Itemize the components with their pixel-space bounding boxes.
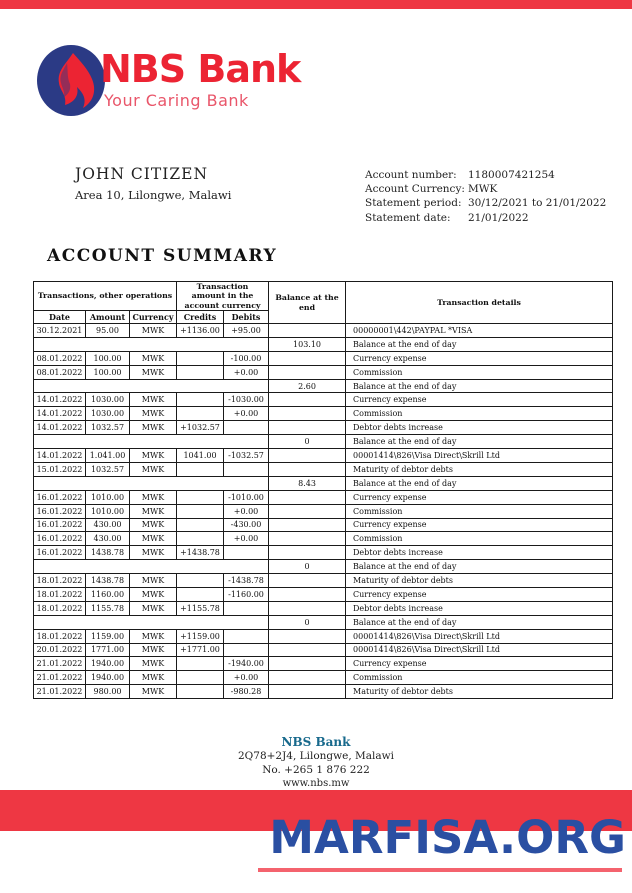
- transaction-debits: [224, 462, 269, 476]
- transaction-row: [34, 365, 613, 379]
- customer-address: Area 10, Lilongwe, Malawi: [75, 188, 232, 202]
- transaction-currency: MWK: [130, 490, 177, 504]
- balance-cell: [269, 685, 346, 699]
- transaction-currency: MWK: [130, 504, 177, 518]
- transaction-credits: [177, 657, 224, 671]
- transaction-debits: -1010.00: [224, 490, 269, 504]
- transaction-amount: 95.00: [86, 324, 130, 338]
- transaction-date: 18.01.2022: [34, 629, 86, 643]
- transactions-table: [33, 281, 613, 699]
- transaction-credits: 1041.00: [177, 449, 224, 463]
- transaction-details: Balance at the end of day: [346, 435, 613, 449]
- transaction-debits: +0.00: [224, 407, 269, 421]
- transaction-row: [34, 407, 613, 421]
- transaction-details: Currency expense: [346, 393, 613, 407]
- header-amount-in-currency: Transaction amount in the account currency: [177, 282, 269, 311]
- transaction-row: [34, 421, 613, 435]
- transaction-date: 18.01.2022: [34, 601, 86, 615]
- balance-row: [34, 615, 613, 629]
- logo-ellipse: [37, 45, 105, 116]
- transaction-amount: 100.00: [86, 365, 130, 379]
- transaction-debits: -1160.00: [224, 587, 269, 601]
- transaction-row: [34, 462, 613, 476]
- balance-cell: [269, 462, 346, 476]
- transaction-row: [34, 587, 613, 601]
- transaction-debits: -1940.00: [224, 657, 269, 671]
- statement-period-label: Statement period:: [365, 197, 462, 210]
- balance-cell: [269, 587, 346, 601]
- transaction-currency: MWK: [130, 407, 177, 421]
- transaction-credits: [177, 532, 224, 546]
- transaction-credits: [177, 671, 224, 685]
- transaction-currency: MWK: [130, 671, 177, 685]
- header-operations: Transactions, other operations: [34, 282, 177, 311]
- balance-cell: [269, 393, 346, 407]
- transaction-row: [34, 601, 613, 615]
- transaction-details: Commission: [346, 365, 613, 379]
- transaction-details: Balance at the end of day: [346, 476, 613, 490]
- transaction-currency: MWK: [130, 351, 177, 365]
- transaction-debits: -430.00: [224, 518, 269, 532]
- balance-row: [34, 337, 613, 351]
- transaction-currency: MWK: [130, 629, 177, 643]
- transaction-amount: 1438.78: [86, 546, 130, 560]
- balance-cell: [269, 407, 346, 421]
- transaction-currency: MWK: [130, 657, 177, 671]
- transaction-debits: [224, 643, 269, 657]
- transaction-row: [34, 324, 613, 338]
- transaction-amount: 1010.00: [86, 490, 130, 504]
- transaction-amount: 1940.00: [86, 657, 130, 671]
- transaction-credits: +1438.78: [177, 546, 224, 560]
- nbs-bank-logo: [37, 45, 337, 117]
- transaction-currency: MWK: [130, 518, 177, 532]
- logo-text: NBS Bank: [100, 47, 301, 91]
- transaction-details: 00001414\826\Visa Direct\Skrill Ltd: [346, 629, 613, 643]
- statement-period-value: 30/12/2021 to 21/01/2022: [468, 197, 607, 210]
- transaction-row: [34, 504, 613, 518]
- transaction-date: 08.01.2022: [34, 365, 86, 379]
- empty-span-cell: [34, 615, 269, 629]
- transaction-debits: [224, 421, 269, 435]
- transaction-amount: 1159.00: [86, 629, 130, 643]
- transaction-amount: 1032.57: [86, 421, 130, 435]
- account-number-label: Account number:: [365, 169, 457, 181]
- transaction-amount: 430.00: [86, 518, 130, 532]
- transaction-amount: 100.00: [86, 351, 130, 365]
- balance-cell: [269, 546, 346, 560]
- transaction-currency: MWK: [130, 393, 177, 407]
- transaction-currency: MWK: [130, 462, 177, 476]
- watermark-underline: [258, 868, 622, 872]
- transaction-amount: 1032.57: [86, 462, 130, 476]
- transaction-credits: +1159.00: [177, 629, 224, 643]
- transaction-currency: MWK: [130, 449, 177, 463]
- footer-website: www.nbs.mw: [282, 778, 350, 789]
- transaction-date: 16.01.2022: [34, 504, 86, 518]
- balance-cell: [269, 643, 346, 657]
- transaction-details: Currency expense: [346, 657, 613, 671]
- transaction-amount: 430.00: [86, 532, 130, 546]
- transaction-date: 21.01.2022: [34, 671, 86, 685]
- transaction-credits: [177, 393, 224, 407]
- watermark-text: MARFISA.ORG: [269, 811, 626, 864]
- transaction-row: [34, 351, 613, 365]
- transaction-details: Balance at the end of day: [346, 560, 613, 574]
- transaction-details: Debtor debts increase: [346, 546, 613, 560]
- transaction-debits: -1030.00: [224, 393, 269, 407]
- transaction-date: 14.01.2022: [34, 421, 86, 435]
- transaction-row: [34, 490, 613, 504]
- transaction-date: 21.01.2022: [34, 685, 86, 699]
- account-currency-label: Account Currency:: [365, 183, 465, 196]
- transaction-credits: +1155.78: [177, 601, 224, 615]
- transaction-date: 14.01.2022: [34, 393, 86, 407]
- balance-row: [34, 435, 613, 449]
- statement-date-label: Statement date:: [365, 211, 451, 224]
- balance-cell: [269, 657, 346, 671]
- transaction-amount: 1030.00: [86, 407, 130, 421]
- transaction-amount: 1940.00: [86, 671, 130, 685]
- transaction-details: Commission: [346, 504, 613, 518]
- transaction-details: 00000001\442\PAYPAL *VISA: [346, 324, 613, 338]
- transaction-credits: [177, 574, 224, 588]
- transaction-credits: [177, 462, 224, 476]
- balance-cell: [269, 490, 346, 504]
- balance-cell: [269, 365, 346, 379]
- balance-value: 2.60: [269, 379, 346, 393]
- balance-cell: [269, 504, 346, 518]
- transaction-details: Balance at the end of day: [346, 337, 613, 351]
- transaction-currency: MWK: [130, 643, 177, 657]
- transaction-credits: [177, 587, 224, 601]
- transaction-debits: -1032.57: [224, 449, 269, 463]
- balance-cell: [269, 518, 346, 532]
- balance-cell: [269, 324, 346, 338]
- header-date: Date: [34, 311, 86, 324]
- header-debits: Debits: [224, 311, 269, 324]
- transaction-debits: -100.00: [224, 351, 269, 365]
- footer-bank-name: NBS Bank: [281, 735, 351, 749]
- balance-value: 0: [269, 435, 346, 449]
- balance-cell: [269, 449, 346, 463]
- transaction-credits: [177, 518, 224, 532]
- top-red-bar: [0, 0, 632, 9]
- footer-block: [0, 735, 632, 790]
- transaction-amount: 1.041.00: [86, 449, 130, 463]
- transaction-row: [34, 671, 613, 685]
- transaction-amount: 1030.00: [86, 393, 130, 407]
- transaction-date: 18.01.2022: [34, 587, 86, 601]
- transaction-debits: [224, 546, 269, 560]
- account-info-row: [365, 168, 606, 182]
- transaction-details: Debtor debts increase: [346, 421, 613, 435]
- transaction-amount: 1438.78: [86, 574, 130, 588]
- transaction-row: [34, 643, 613, 657]
- balance-row: [34, 379, 613, 393]
- balance-value: 0: [269, 560, 346, 574]
- transaction-debits: +0.00: [224, 532, 269, 546]
- transaction-details: Commission: [346, 532, 613, 546]
- transaction-details: Currency expense: [346, 518, 613, 532]
- transaction-debits: +95.00: [224, 324, 269, 338]
- page-title: ACCOUNT SUMMARY: [47, 246, 278, 266]
- transaction-debits: [224, 629, 269, 643]
- transaction-credits: [177, 490, 224, 504]
- customer-block: [75, 165, 231, 202]
- transaction-debits: +0.00: [224, 365, 269, 379]
- balance-cell: [269, 351, 346, 365]
- transaction-date: 20.01.2022: [34, 643, 86, 657]
- transaction-row: [34, 532, 613, 546]
- balance-cell: [269, 671, 346, 685]
- balance-row: [34, 476, 613, 490]
- transaction-row: [34, 657, 613, 671]
- transaction-date: 21.01.2022: [34, 657, 86, 671]
- header-credits: Credits: [177, 311, 224, 324]
- header-currency: Currency: [130, 311, 177, 324]
- balance-value: 103.10: [269, 337, 346, 351]
- empty-span-cell: [34, 476, 269, 490]
- balance-row: [34, 560, 613, 574]
- transaction-date: 08.01.2022: [34, 351, 86, 365]
- transaction-credits: [177, 504, 224, 518]
- transaction-date: 18.01.2022: [34, 574, 86, 588]
- transaction-amount: 980.00: [86, 685, 130, 699]
- transaction-currency: MWK: [130, 587, 177, 601]
- balance-cell: [269, 532, 346, 546]
- transaction-date: 30.12.2021: [34, 324, 86, 338]
- transaction-credits: [177, 685, 224, 699]
- transaction-row: [34, 518, 613, 532]
- account-info-row: [365, 196, 606, 210]
- transaction-details: Commission: [346, 407, 613, 421]
- transaction-amount: 1771.00: [86, 643, 130, 657]
- logo-tagline: Your Caring Bank: [104, 91, 249, 110]
- transaction-row: [34, 393, 613, 407]
- transaction-row: [34, 546, 613, 560]
- transaction-credits: +1032.57: [177, 421, 224, 435]
- transaction-details: Balance at the end of day: [346, 379, 613, 393]
- transaction-credits: [177, 365, 224, 379]
- header-balance: Balance at the end: [269, 282, 346, 324]
- balance-value: 0: [269, 615, 346, 629]
- header-details: Transaction details: [346, 282, 613, 324]
- transaction-details: Currency expense: [346, 351, 613, 365]
- transaction-currency: MWK: [130, 685, 177, 699]
- transaction-details: Maturity of debtor debts: [346, 462, 613, 476]
- footer-address: 2Q78+2J4, Lilongwe, Malawi: [237, 750, 395, 762]
- transaction-debits: +0.00: [224, 504, 269, 518]
- transaction-details: 00001414\826\Visa Direct\Skrill Ltd: [346, 449, 613, 463]
- transaction-currency: MWK: [130, 532, 177, 546]
- empty-span-cell: [34, 435, 269, 449]
- transaction-currency: MWK: [130, 546, 177, 560]
- transaction-amount: 1160.00: [86, 587, 130, 601]
- transaction-date: 16.01.2022: [34, 490, 86, 504]
- statement-date-value: 21/01/2022: [468, 211, 529, 224]
- transaction-credits: [177, 351, 224, 365]
- header-amount: Amount: [86, 311, 130, 324]
- transaction-details: 00001414\826\Visa Direct\Skrill Ltd: [346, 643, 613, 657]
- account-currency-value: MWK: [468, 183, 498, 196]
- transaction-amount: 1010.00: [86, 504, 130, 518]
- transaction-details: Balance at the end of day: [346, 615, 613, 629]
- transaction-credits: [177, 407, 224, 421]
- transaction-date: 16.01.2022: [34, 518, 86, 532]
- transaction-debits: -980.28: [224, 685, 269, 699]
- transaction-row: [34, 574, 613, 588]
- balance-cell: [269, 574, 346, 588]
- empty-span-cell: [34, 560, 269, 574]
- transaction-credits: +1136.00: [177, 324, 224, 338]
- transaction-details: Maturity of debtor debts: [346, 685, 613, 699]
- transaction-currency: MWK: [130, 421, 177, 435]
- account-info-block: [365, 168, 606, 225]
- footer-phone: No. +265 1 876 222: [262, 763, 370, 776]
- balance-cell: [269, 629, 346, 643]
- transaction-currency: MWK: [130, 601, 177, 615]
- balance-cell: [269, 601, 346, 615]
- transaction-amount: 1155.78: [86, 601, 130, 615]
- transaction-date: 14.01.2022: [34, 449, 86, 463]
- table-header-group-row: [34, 282, 613, 311]
- empty-span-cell: [34, 337, 269, 351]
- account-number-value: 1180007421254: [468, 169, 555, 181]
- transaction-date: 14.01.2022: [34, 407, 86, 421]
- transaction-row: [34, 449, 613, 463]
- transaction-row: [34, 685, 613, 699]
- transaction-credits: +1771.00: [177, 643, 224, 657]
- transaction-currency: MWK: [130, 365, 177, 379]
- transaction-debits: -1438.78: [224, 574, 269, 588]
- transaction-currency: MWK: [130, 574, 177, 588]
- balance-cell: [269, 421, 346, 435]
- transaction-details: Debtor debts increase: [346, 601, 613, 615]
- flame-icon: [37, 45, 105, 116]
- customer-name: JOHN CITIZEN: [75, 165, 209, 183]
- balance-value: 8.43: [269, 476, 346, 490]
- transaction-debits: +0.00: [224, 671, 269, 685]
- transaction-details: Currency expense: [346, 587, 613, 601]
- transaction-debits: [224, 601, 269, 615]
- account-info-row: [365, 182, 606, 196]
- transaction-date: 15.01.2022: [34, 462, 86, 476]
- transaction-details: Maturity of debtor debts: [346, 574, 613, 588]
- transaction-date: 16.01.2022: [34, 532, 86, 546]
- empty-span-cell: [34, 379, 269, 393]
- transaction-details: Commission: [346, 671, 613, 685]
- transaction-date: 16.01.2022: [34, 546, 86, 560]
- transaction-row: [34, 629, 613, 643]
- transaction-currency: MWK: [130, 324, 177, 338]
- account-info-row: [365, 211, 606, 225]
- transaction-details: Currency expense: [346, 490, 613, 504]
